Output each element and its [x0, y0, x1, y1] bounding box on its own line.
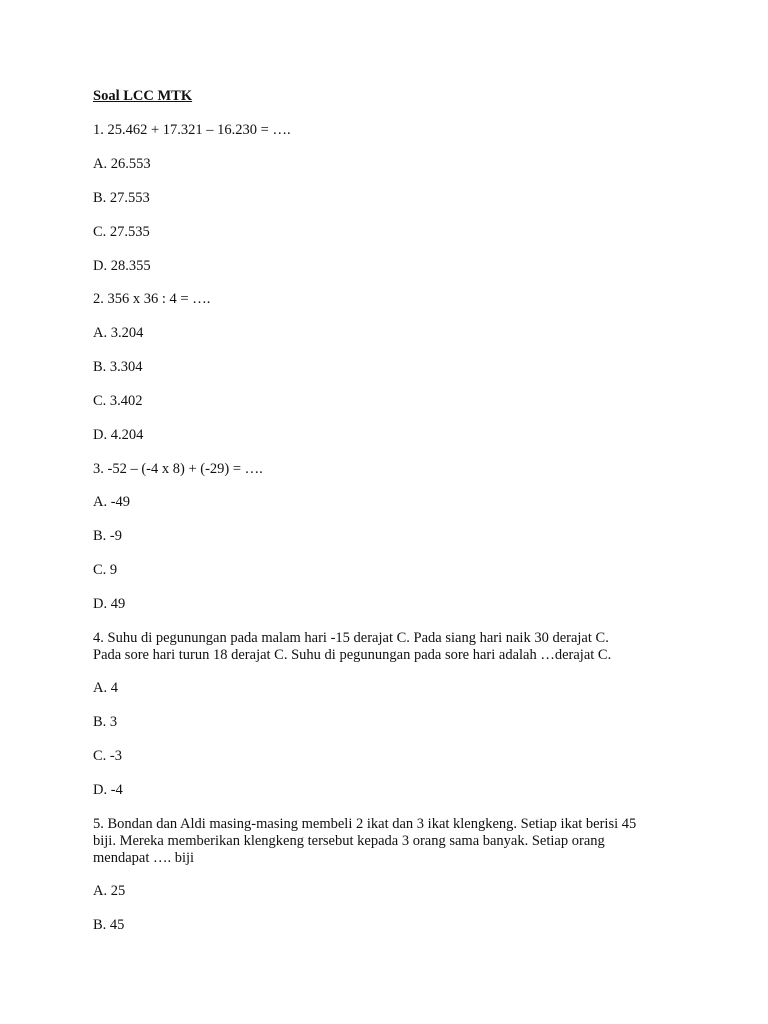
q2-option-a: A. 3.204 — [93, 325, 144, 341]
question-3: 3. -52 – (-4 x 8) + (-29) = …. — [93, 461, 263, 477]
q1-option-d: D. 28.355 — [93, 258, 151, 274]
q3-option-b: B. -9 — [93, 528, 122, 544]
question-5-line-2: biji. Mereka memberikan klengkeng tersebut kepada 3 orang sama banyak. Setiap orang — [93, 833, 605, 849]
q4-option-b: B. 3 — [93, 714, 118, 730]
q3-option-a: A. -49 — [93, 494, 131, 510]
question-4-line-2: Pada sore hari turun 18 derajat C. Suhu di pegunungan pada sore hari adalah …derajat C. — [93, 647, 612, 663]
question-5-line-1: 5. Bondan dan Aldi masing-masing membeli 2 ikat dan 3 ikat klengkeng. Setiap ikat berisi 45 — [93, 816, 637, 832]
question-4-line-1: 4. Suhu di pegunungan pada malam hari -15 derajat C. Pada siang hari naik 30 derajat C. — [93, 630, 609, 646]
q1-option-c: C. 27.535 — [93, 224, 150, 240]
q5-option-a: A. 25 — [93, 883, 126, 899]
question-5-line-3: mendapat …. biji — [93, 850, 195, 866]
question-1: 1. 25.462 + 17.321 – 16.230 = …. — [93, 122, 291, 138]
q3-option-d: D. 49 — [93, 596, 126, 612]
q2-option-d: D. 4.204 — [93, 427, 144, 443]
q3-option-c: C. 9 — [93, 562, 118, 578]
q4-option-c: C. -3 — [93, 748, 122, 764]
q1-option-b: B. 27.553 — [93, 190, 150, 206]
q2-option-b: B. 3.304 — [93, 359, 143, 375]
question-2: 2. 356 x 36 : 4 = …. — [93, 291, 211, 307]
q5-option-b: B. 45 — [93, 917, 125, 933]
q4-option-a: A. 4 — [93, 680, 118, 696]
q1-option-a: A. 26.553 — [93, 156, 151, 172]
document-title: Soal LCC MTK — [93, 88, 193, 104]
q4-option-d: D. -4 — [93, 782, 123, 798]
q2-option-c: C. 3.402 — [93, 393, 143, 409]
